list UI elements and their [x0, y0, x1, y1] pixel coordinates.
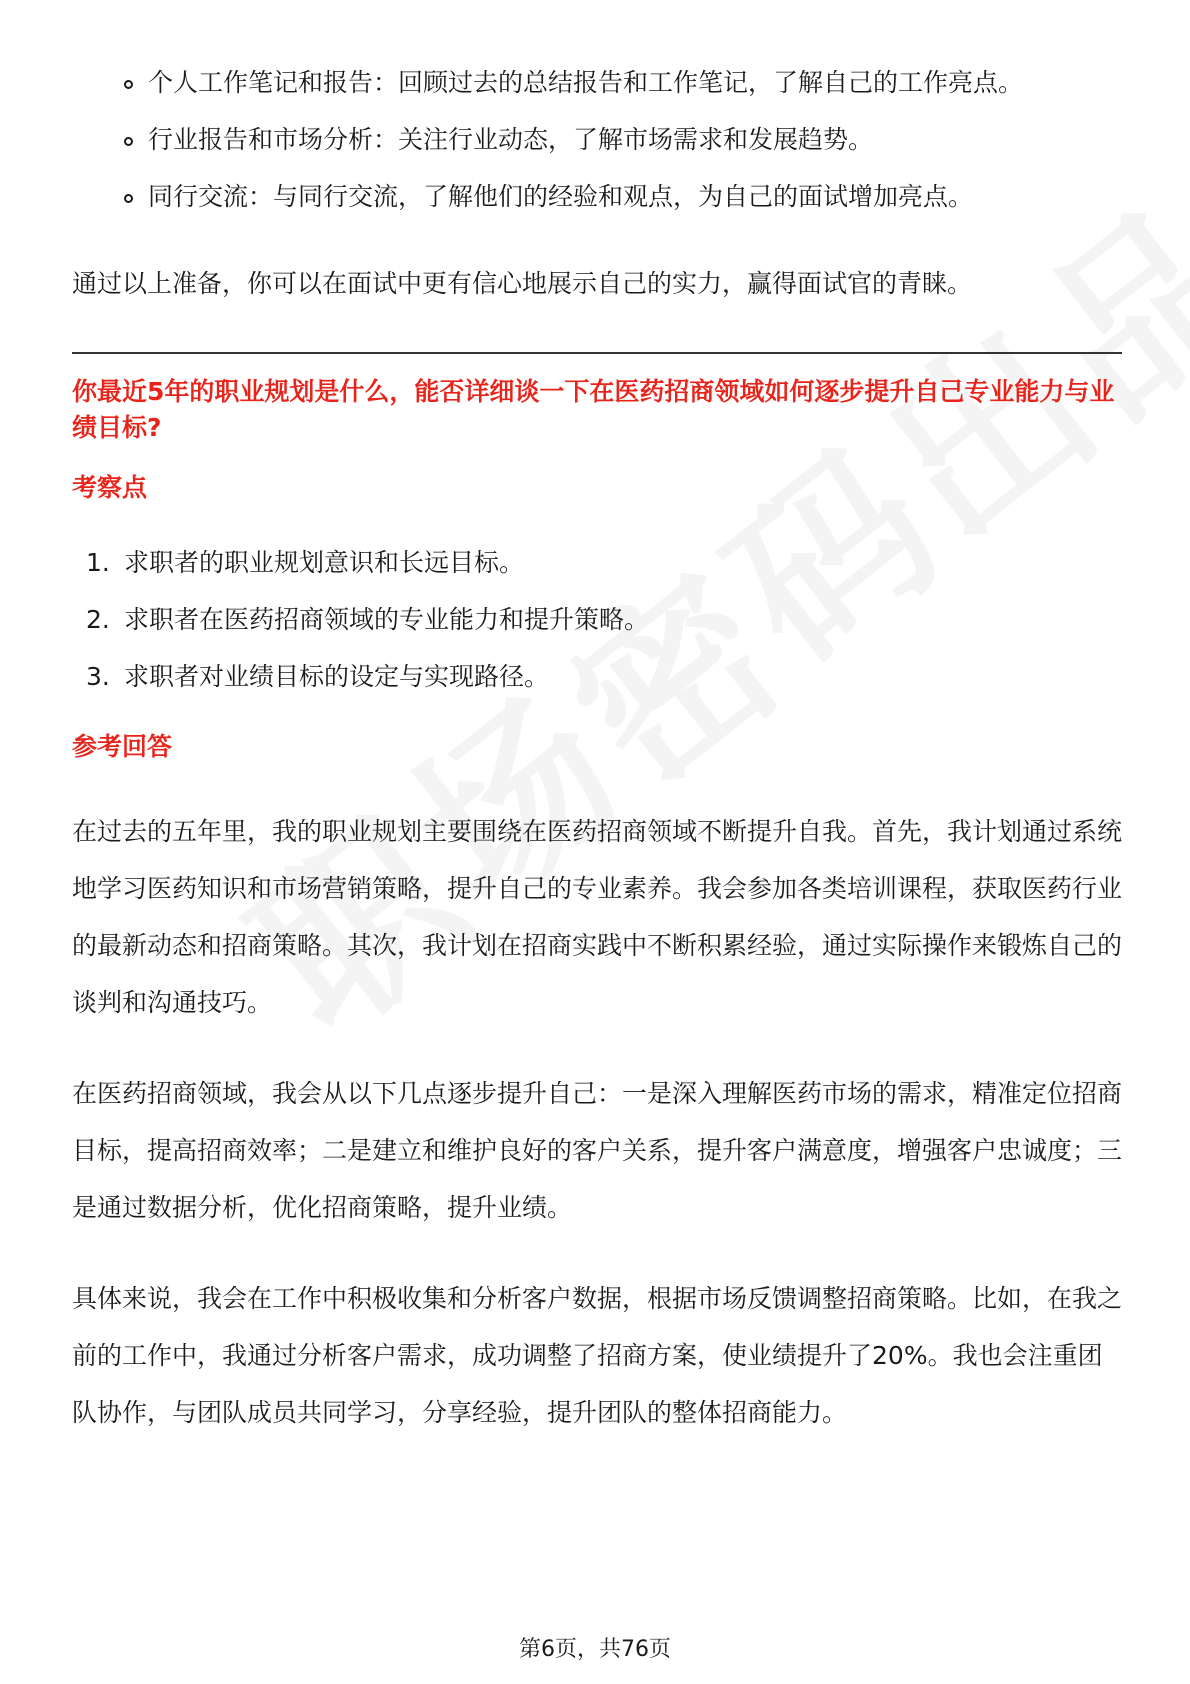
list-item: 同行交流：与同行交流，了解他们的经验和观点，为自己的面试增加亮点。: [148, 168, 1122, 225]
list-text: 求职者在医药招商领域的专业能力和提升策略。: [124, 605, 650, 634]
examine-heading: 考察点: [72, 473, 148, 502]
page-number-footer: 第6页，共76页: [519, 1637, 671, 1662]
list-text: 求职者对业绩目标的设定与实现路径。: [124, 662, 550, 691]
list-item: 行业报告和市场分析：关注行业动态，了解市场需求和发展趋势。: [148, 111, 1122, 168]
answer-body: [72, 803, 1122, 1441]
list-number: 1.: [86, 548, 110, 577]
list-number: 2.: [86, 605, 110, 634]
list-item: [72, 591, 1122, 648]
list-text: 求职者的职业规划意识和长远目标。: [124, 548, 525, 577]
question-heading: 你最近5年的职业规划是什么，能否详细谈一下在医药招商领域如何逐步提升自己专业能力与业绩目标?: [72, 377, 1115, 442]
answer-paragraph: 具体来说，我会在工作中积极收集和分析客户数据，根据市场反馈调整招商策略。比如，在我之前的工作中，我通过分析客户需求，成功调整了招商方案，使业绩提升了20%。我也会注重团队协作，与团队成员共同学习，分享经验，提升团队的整体招商能力。: [72, 1284, 1123, 1427]
divider: [72, 352, 1122, 354]
answer-paragraph: 在医药招商领域，我会从以下几点逐步提升自己：一是深入理解医药市场的需求，精准定位招商目标，提高招商效率；二是建立和维护良好的客户关系，提升客户满意度，增强客户忠诚度；三是通过数据分析，优化招商策略，提升业绩。: [72, 1079, 1123, 1222]
closing-paragraph: 通过以上准备，你可以在面试中更有信心地展示自己的实力，赢得面试官的青睐。: [72, 269, 973, 298]
page-content: [72, 54, 1122, 1441]
list-item: [72, 534, 1122, 591]
bullet-list: [72, 54, 1122, 225]
answer-heading: 参考回答: [72, 732, 173, 761]
list-item: 个人工作笔记和报告：回顾过去的总结报告和工作笔记，了解自己的工作亮点。: [148, 54, 1122, 111]
list-item: [72, 648, 1122, 705]
examine-list: [72, 534, 1122, 705]
list-number: 3.: [86, 662, 110, 691]
answer-paragraph: 在过去的五年里，我的职业规划主要围绕在医药招商领域不断提升自我。首先，我计划通过系统地学习医药知识和市场营销策略，提升自己的专业素养。我会参加各类培训课程，获取医药行业的最新动态和招商策略。其次，我计划在招商实践中不断积累经验，通过实际操作来锻炼自己的谈判和沟通技巧。: [72, 817, 1123, 1017]
